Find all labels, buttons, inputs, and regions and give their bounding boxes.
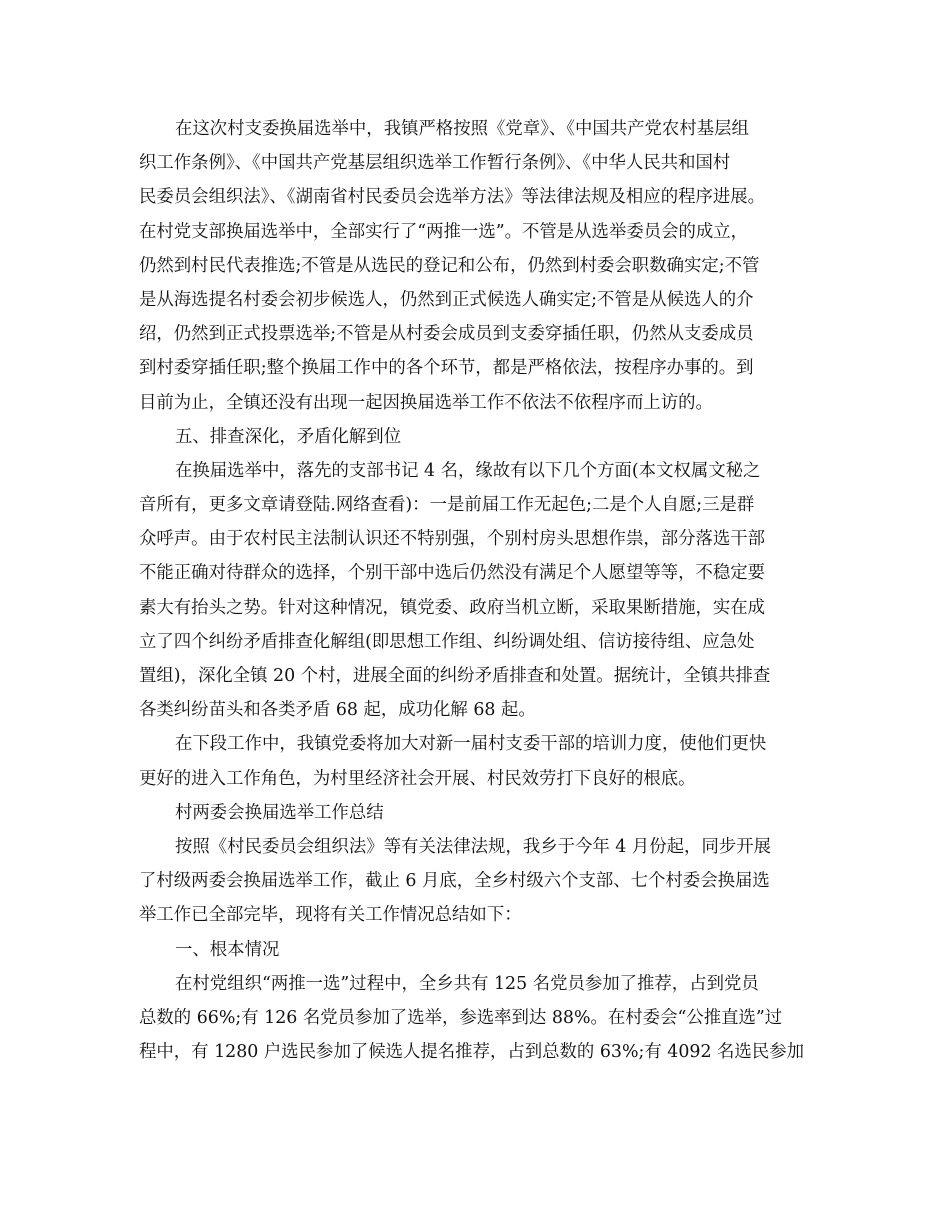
text-line: 在下段工作中，我镇党委将加大对新一届村支委干部的培训力度，使他们更快 xyxy=(175,734,767,755)
text-line: 目前为止，全镇还没有出现一起因换届选举工作不依法不依程序而上访的。 xyxy=(139,392,713,413)
text-line: 众呼声。由于农村民主法制认识还不特别强，个别村房头思想作祟，部分落选干部 xyxy=(139,529,766,550)
text-line: 更好的进入工作角色，为村里经济社会开展、村民效劳打下良好的根底。 xyxy=(139,768,696,789)
text-line: 了村级两委会换届选举工作，截止 6 月底，全乡村级六个支部、七个村委会换届选 xyxy=(139,871,770,892)
text-line: 仍然到村民代表推选;不管是从选民的登记和公布，仍然到村委会职数确实定;不管 xyxy=(139,255,760,276)
text-line: 织工作条例》、《中国共产党基层组织选举工作暂行条例》、《中华人民共和国村 xyxy=(139,153,731,174)
text-line: 村两委会换届选举工作总结 xyxy=(175,802,384,823)
text-line: 在换届选举中，落先的支部书记 4 名，缘故有以下几个方面(本文权属文秘之 xyxy=(175,460,761,481)
text-line: 举工作已全部完毕，现将有关工作情况总结如下： xyxy=(139,905,522,926)
text-line: 立了四个纠纷矛盾排查化解组(即思想工作组、纠纷调处组、信访接待组、应急处 xyxy=(139,631,755,652)
text-line: 总数的 66%;有 126 名党员参加了选举，参选率到达 88%。在村委会“公推直选”过 xyxy=(139,1007,783,1028)
text-line: 绍，仍然到正式投票选举;不管是从村委会成员到支委穿插任职，仍然从支委成员 xyxy=(139,324,754,345)
text-line: 程中，有 1280 户选民参加了候选人提名推荐，占到总数的 63%;有 4092 名选民参加 xyxy=(139,1042,804,1063)
text-line: 在村党支部换届选举中，全部实行了“两推一选”。不管是从选举委员会的成立， xyxy=(139,221,749,242)
text-line: 五、排查深化，矛盾化解到位 xyxy=(175,426,402,447)
text-line: 民委员会组织法》、《湖南省村民委员会选举方法》等法律法规及相应的程序进展。 xyxy=(139,187,766,208)
text-line: 各类纠纷苗头和各类矛盾 68 起，成功化解 68 起。 xyxy=(139,700,536,721)
text-line: 一、根本情况 xyxy=(175,939,280,960)
text-line: 音所有，更多文章请登陆.网络查看)：一是前届工作无起色;二是个人自愿;三是群 xyxy=(139,495,755,516)
text-line: 是从海选提名村委会初步候选人，仍然到正式候选人确实定;不管是从候选人的介 xyxy=(139,289,754,310)
text-line: 在村党组织“两推一选”过程中，全乡共有 125 名党员参加了推荐，占到党员 xyxy=(175,973,759,994)
text-line: 到村委穿插任职;整个换届工作中的各个环节，都是严格依法，按程序办事的。到 xyxy=(139,358,754,379)
document-body xyxy=(139,112,829,1069)
text-line: 置组)，深化全镇 20 个村，进展全面的纠纷矛盾排查和处置。据统计，全镇共排查 xyxy=(139,666,771,686)
text-line: 按照《村民委员会组织法》等有关法律法规，我乡于今年 4 月份起，同步开展 xyxy=(175,836,772,857)
text-line: 不能正确对待群众的选择，个别干部中选后仍然没有满足个人愿望等等，不稳定要 xyxy=(139,563,766,584)
text-line: 在这次村支委换届选举中，我镇严格按照《党章》、《中国共产党农村基层组 xyxy=(175,119,749,139)
text-line: 素大有抬头之势。针对这种情况，镇党委、政府当机立断，采取果断措施，实在成 xyxy=(139,597,766,618)
